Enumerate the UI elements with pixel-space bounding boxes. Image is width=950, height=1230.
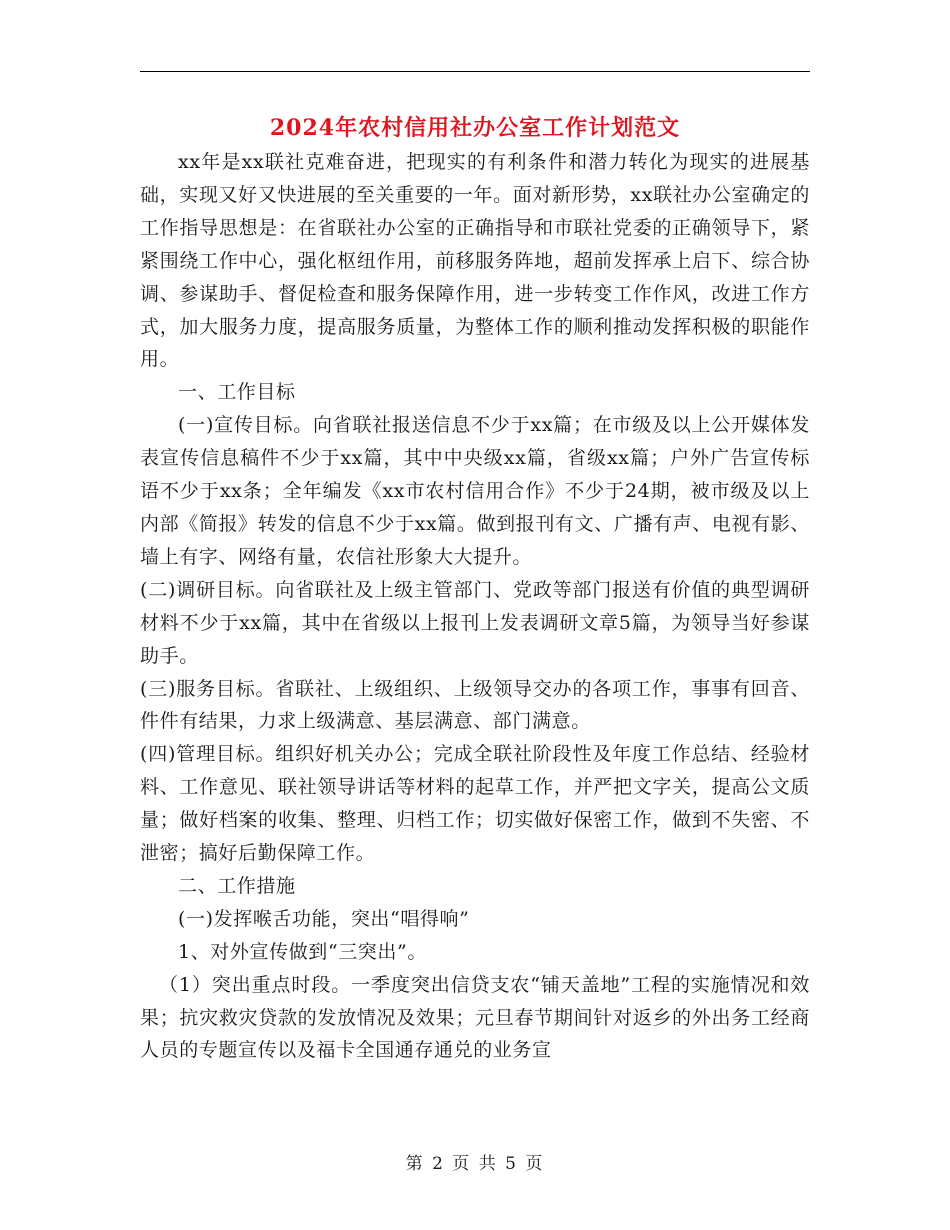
item-external-publicity: 1、对外宣传做到“三突出”。 [178, 940, 427, 963]
subheading-voice-function: (一)发挥喉舌功能，突出“唱得响” [178, 907, 470, 930]
document-title: 2024年农村信用社办公室工作计划范文 [269, 115, 681, 141]
paragraph-publicity-goal: (一)宣传目标。向省联社报送信息不少于xx篇；在市级及以上公开媒体发表宣传信息稿件不少于xx篇，其中中央级xx篇，省级xx篇；户外广告宣传标语不少于xx条；全年编发《xx市农村信用合作》不少于24期，被市级及以上内部《简报》转发的信息不少于xx篇。做到报刊有文、广播有声、电视有影、墙上有字、网络有量，农信社形象大大提升。 [140, 414, 810, 568]
paragraph-service-goal: (三)服务目标。省联社、上级组织、上级领导交办的各项工作，事事有回音、件件有结果，力求上级满意、基层满意、部门满意。 [140, 677, 810, 733]
item-key-periods: （1）突出重点时段。一季度突出信贷支农“铺天盖地”工程的实施情况和效果；抗灾救灾贷款的发放情况及效果；元旦春节期间针对返乡的外出务工经商人员的专题宣传以及福卡全国通存通兑的业务宣 [140, 973, 810, 1062]
page-number: 第 2 页 共 5 页 [405, 1154, 545, 1174]
intro-paragraph: xx年是xx联社克难奋进，把现实的有利条件和潜力转化为现实的进展基础，实现又好又快进展的至关重要的一年。面对新形势，xx联社办公室确定的工作指导思想是：在省联社办公室的正确指导和市联社党委的正确领导下，紧紧围绕工作中心，强化枢纽作用，前移服务阵地，超前发挥承上启下、综合协调、参谋助手、督促检查和服务保障作用，进一步转变工作作风，改进工作方式，加大服务力度，提高服务质量，为整体工作的顺利推动发挥积极的职能作用。 [140, 151, 810, 371]
section-heading-goals: 一、工作目标 [178, 381, 296, 404]
paragraph-management-goal: (四)管理目标。组织好机关办公；完成全联社阶段性及年度工作总结、经验材料、工作意见、联社领导讲话等材料的起草工作，并严把文字关，提高公文质量；做好档案的收集、整理、归档工作；切实做好保密工作，做到不失密、不泄密；搞好后勤保障工作。 [140, 743, 810, 865]
document-body [140, 146, 810, 1067]
header-rule [140, 71, 810, 72]
paragraph-research-goal: (二)调研目标。向省联社及上级主管部门、党政等部门报送有价值的典型调研材料不少于xx篇，其中在省级以上报刊上发表调研文章5篇，为领导当好参谋助手。 [140, 578, 810, 667]
section-heading-measures: 二、工作措施 [178, 874, 296, 897]
